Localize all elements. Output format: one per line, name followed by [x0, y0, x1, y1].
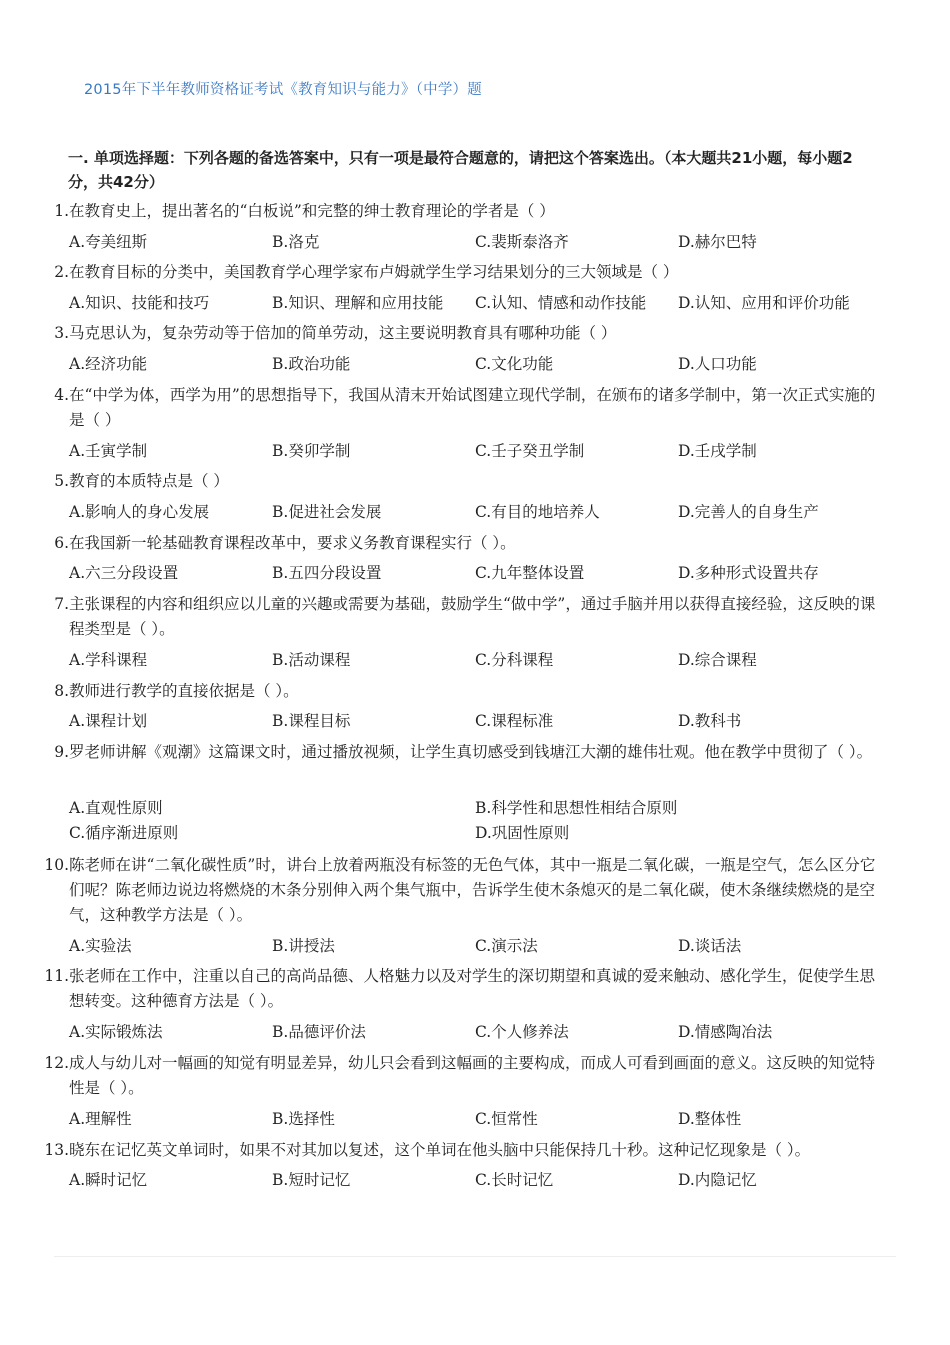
option-b[interactable]: B.洛克 [272, 233, 320, 251]
question-stem: 成人与幼儿对一幅画的知觉有明显差异，幼儿只会看到这幅画的主要构成，而成人可看到画面的意义。这反映的知觉特性是（ ）。 [69, 1054, 876, 1097]
question-number: 3. [54, 324, 69, 342]
option-c[interactable]: C.裴斯泰洛齐 [475, 233, 569, 251]
section-heading: 一. 单项选择题：下列各题的备选答案中，只有一项是最符合题意的，请把这个答案选出。（本大题共21小题，每小题2分，共42分） [68, 149, 853, 191]
option-b[interactable]: B.促进社会发展 [272, 503, 382, 521]
option-c[interactable]: C.壬子癸丑学制 [475, 442, 585, 460]
question-stem: 在教育目标的分类中，美国教育学心理学家布卢姆就学生学习结果划分的三大领域是（ ） [69, 263, 679, 281]
question-number: 10. [44, 856, 69, 874]
option-a[interactable]: A.实验法 [69, 937, 132, 955]
question-stem: 在我国新一轮基础教育课程改革中，要求义务教育课程实行（ ）。 [69, 534, 516, 552]
option-a[interactable]: A.直观性原则 [69, 799, 163, 817]
option-b[interactable]: B.政治功能 [272, 355, 351, 373]
document-title: 2015年下半年教师资格证考试《教育知识与能力》（中学）题 [84, 82, 482, 98]
option-b[interactable]: B.知识、理解和应用技能 [272, 294, 444, 312]
option-a[interactable]: A.课程计划 [69, 712, 148, 730]
option-c[interactable]: C.恒常性 [475, 1110, 538, 1128]
option-d[interactable]: D.综合课程 [678, 651, 757, 669]
question-number: 8. [54, 682, 69, 700]
question-11 [44, 964, 880, 1014]
option-d[interactable]: D.人口功能 [678, 355, 757, 373]
question-stem: 教师进行教学的直接依据是（ ）。 [69, 682, 299, 700]
question-7 [50, 592, 880, 642]
question-number: 5. [54, 472, 69, 490]
option-d[interactable]: D.教科书 [678, 712, 742, 730]
option-c[interactable]: C.个人修养法 [475, 1023, 569, 1041]
option-c[interactable]: C.有目的地培养人 [475, 503, 600, 521]
option-b[interactable]: B.癸卯学制 [272, 442, 351, 460]
question-13 [44, 1138, 880, 1163]
option-c[interactable]: C.课程标准 [475, 712, 554, 730]
option-a[interactable]: A.影响人的身心发展 [69, 503, 210, 521]
option-a[interactable]: A.学科课程 [69, 651, 148, 669]
option-a[interactable]: A.瞬时记忆 [69, 1171, 148, 1189]
option-c[interactable]: C.九年整体设置 [475, 564, 585, 582]
option-c[interactable]: C.演示法 [475, 937, 538, 955]
option-a[interactable]: A.壬寅学制 [69, 442, 148, 460]
question-number: 11. [44, 967, 69, 985]
option-d[interactable]: D.巩固性原则 [475, 824, 570, 842]
option-d[interactable]: D.整体性 [678, 1110, 742, 1128]
option-d[interactable]: D.多种形式设置共存 [678, 564, 819, 582]
option-b[interactable]: B.选择性 [272, 1110, 335, 1128]
question-4 [50, 383, 880, 433]
option-c[interactable]: C.循序渐进原则 [69, 824, 179, 842]
question-9 [50, 740, 880, 765]
option-d[interactable]: D.赫尔巴特 [678, 233, 757, 251]
question-number: 12. [44, 1054, 69, 1072]
option-b[interactable]: B.短时记忆 [272, 1171, 351, 1189]
question-stem: 在教育史上，提出著名的“白板说”和完整的绅士教育理论的学者是（ ） [69, 202, 555, 220]
question-number: 4. [54, 386, 69, 404]
option-d[interactable]: D.内隐记忆 [678, 1171, 757, 1189]
question-stem: 罗老师讲解《观潮》这篇课文时，通过播放视频，让学生真切感受到钱塘江大潮的雄伟壮观。他在教学中贯彻了（ ）。 [69, 743, 873, 761]
page-divider [54, 1256, 896, 1257]
option-d[interactable]: D.认知、应用和评价功能 [678, 294, 850, 312]
option-d[interactable]: D.完善人的自身生产 [678, 503, 819, 521]
option-b[interactable]: B.品德评价法 [272, 1023, 366, 1041]
question-number: 7. [54, 595, 69, 613]
question-2 [50, 260, 880, 285]
option-a[interactable]: A.六三分段设置 [69, 564, 179, 582]
option-b[interactable]: B.活动课程 [272, 651, 351, 669]
question-1 [50, 199, 880, 224]
option-c[interactable]: C.认知、情感和动作技能 [475, 294, 647, 312]
option-b[interactable]: B.科学性和思想性相结合原则 [475, 799, 678, 817]
question-number: 9. [54, 743, 69, 761]
option-c[interactable]: C.文化功能 [475, 355, 554, 373]
option-d[interactable]: D.壬戌学制 [678, 442, 757, 460]
question-stem: 张老师在工作中，注重以自己的高尚品德、人格魅力以及对学生的深切期望和真诚的爱来触动、感化学生，促使学生思想转变。这种德育方法是（ ）。 [69, 967, 876, 1010]
option-d[interactable]: D.谈话法 [678, 937, 742, 955]
option-b[interactable]: B.讲授法 [272, 937, 335, 955]
question-10 [44, 853, 880, 928]
option-b[interactable]: B.课程目标 [272, 712, 351, 730]
question-3 [50, 321, 880, 346]
question-stem: 晓东在记忆英文单词时，如果不对其加以复述，这个单词在他头脑中只能保持几十秒。这种记忆现象是（ ）。 [69, 1141, 811, 1159]
option-a[interactable]: A.理解性 [69, 1110, 132, 1128]
option-a[interactable]: A.实际锻炼法 [69, 1023, 163, 1041]
question-stem: 陈老师在讲“二氧化碳性质”时，讲台上放着两瓶没有标签的无色气体，其中一瓶是二氧化碳，一瓶是空气，怎么区分它们呢？陈老师边说边将燃烧的木条分别伸入两个集气瓶中，告诉学生使木条熄灭的是二氧化碳，使木条继续燃烧的是空气，这种教学方法是（ ）。 [69, 856, 876, 924]
question-8 [50, 679, 880, 704]
question-stem: 主张课程的内容和组织应以儿童的兴趣或需要为基础，鼓励学生“做中学”，通过手脑并用以获得直接经验，这反映的课程类型是（ ）。 [69, 595, 876, 638]
option-c[interactable]: C.长时记忆 [475, 1171, 554, 1189]
question-number: 2. [54, 263, 69, 281]
option-c[interactable]: C.分科课程 [475, 651, 554, 669]
question-number: 13. [44, 1141, 69, 1159]
question-number: 1. [54, 202, 69, 220]
option-b[interactable]: B.五四分段设置 [272, 564, 382, 582]
option-a[interactable]: A.知识、技能和技巧 [69, 294, 210, 312]
question-6 [50, 531, 880, 556]
question-stem: 马克思认为，复杂劳动等于倍加的简单劳动，这主要说明教育具有哪种功能（ ） [69, 324, 617, 342]
question-stem: 在“中学为体，西学为用”的思想指导下，我国从清末开始试图建立现代学制，在颁布的诸多学制中，第一次正式实施的是（ ） [69, 386, 876, 429]
question-number: 6. [54, 534, 69, 552]
question-stem: 教育的本质特点是（ ） [69, 472, 229, 490]
option-d[interactable]: D.情感陶冶法 [678, 1023, 773, 1041]
question-12 [44, 1051, 880, 1101]
option-a[interactable]: A.经济功能 [69, 355, 148, 373]
option-a[interactable]: A.夸美纽斯 [69, 233, 148, 251]
question-5 [50, 469, 880, 494]
